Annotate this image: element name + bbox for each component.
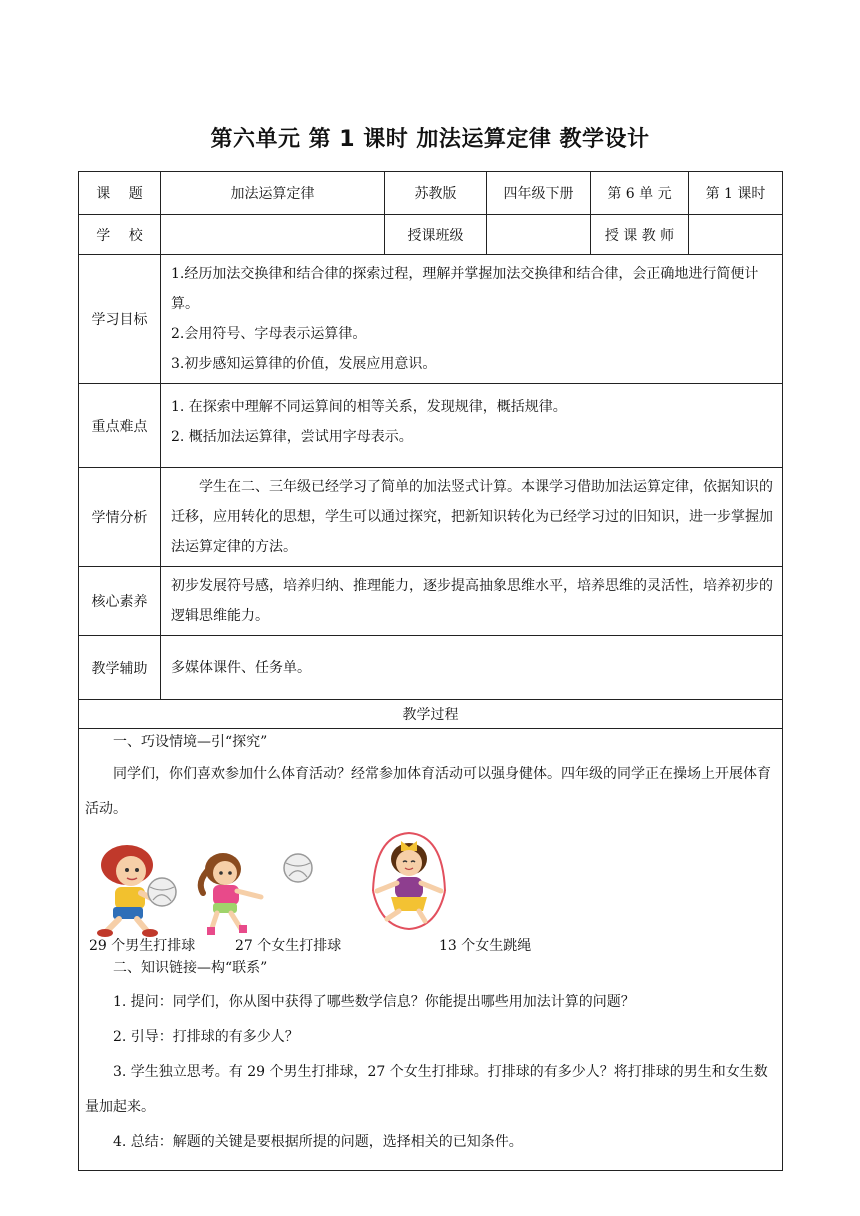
aids-text: 多媒体课件、任务单。 (171, 659, 311, 676)
label-class: 授课班级 (385, 215, 487, 255)
label-subject: 课 题 (79, 172, 161, 215)
caption-girls-jump-rope: 13 个女生跳绳 (439, 938, 532, 954)
process-row (79, 729, 783, 1171)
process-header-row (79, 700, 783, 729)
activity-illustration (85, 841, 778, 955)
lesson-plan-table (78, 171, 783, 1171)
label-school: 学 校 (79, 215, 161, 255)
label-key-points: 重点难点 (79, 384, 161, 468)
literacy-row (79, 567, 783, 636)
analysis-text: 学生在二、三年级已经学习了简单的加法竖式计算。本课学习借助加法运算定律，依据知识的迁移，应用转化的思想，学生可以通过探究，把新知识转化为已经学习过的旧知识，进一步掌握加法运算定律的方法。 (171, 479, 773, 555)
publisher-value: 苏教版 (385, 172, 487, 215)
key-point-item: 2. 概括加法运算律，尝试用字母表示。 (171, 429, 413, 445)
step-item: 1. 提问：同学们，你从图中获得了哪些数学信息？你能提出哪些用加法计算的问题？ (113, 994, 635, 1010)
section1-title: 一、巧设情境—引“探究” (113, 734, 268, 750)
label-literacy: 核心素养 (79, 567, 161, 636)
analysis-row (79, 468, 783, 567)
unit-value: 第 6 单 元 (591, 172, 689, 215)
caption-boys-volleyball: 29 个男生打排球 (89, 938, 196, 954)
objective-item: 1.经历加法交换律和结合律的探索过程，理解并掌握加法交换律和结合律，会正确地进行简便计算。 (171, 266, 759, 312)
volleyball-icon (281, 851, 315, 885)
literacy-text: 初步发展符号感，培养归纳、推理能力，逐步提高抽象思维水平，培养思维的灵活性，培养初步的逻辑思维能力。 (171, 578, 773, 624)
section2-title: 二、知识链接—构“联系” (113, 960, 268, 976)
label-objectives: 学习目标 (79, 255, 161, 384)
process-label: 教学过程 (79, 700, 783, 729)
grade-value: 四年级下册 (487, 172, 591, 215)
step-item: 2. 引导：打排球的有多少人？ (113, 1029, 299, 1045)
literacy-content (161, 567, 783, 636)
section1-text: 同学们，你们喜欢参加什么体育活动？经常参加体育活动可以强身健体。四年级的同学正在操场上开展体育活动。 (85, 766, 771, 817)
girl-volleyball-icon (183, 849, 283, 939)
aids-content (161, 636, 783, 700)
lesson-value: 第 1 课时 (689, 172, 783, 215)
header-row (79, 172, 783, 215)
objectives-content (161, 255, 783, 384)
girl-jump-rope-icon (361, 831, 455, 931)
step-item: 3. 学生独立思考。有 29 个男生打排球，27 个女生打排球。打排球的有多少人？将打排球的男生和女生数量加起来。 (85, 1064, 768, 1115)
objective-item: 2.会用符号、字母表示运算律。 (171, 326, 367, 342)
step-item: 4. 总结：解题的关键是要根据所提的问题，选择相关的已知条件。 (113, 1134, 523, 1150)
caption-girls-volleyball: 27 个女生打排球 (235, 938, 342, 954)
school-row (79, 215, 783, 255)
key-point-item: 1. 在探索中理解不同运算间的相等关系，发现规律，概括规律。 (171, 399, 567, 415)
label-aids: 教学辅助 (79, 636, 161, 700)
teacher-field[interactable] (689, 215, 783, 255)
key-points-content (161, 384, 783, 468)
label-teacher: 授 课 教 师 (591, 215, 689, 255)
volleyball-icon (145, 875, 179, 909)
page-title: 第六单元 第 1 课时 加法运算定律 教学设计 (210, 127, 650, 152)
aids-row (79, 636, 783, 700)
label-analysis: 学情分析 (79, 468, 161, 567)
process-content (79, 729, 783, 1171)
class-field[interactable] (487, 215, 591, 255)
subject-value: 加法运算定律 (161, 172, 385, 215)
analysis-content (161, 468, 783, 567)
key-points-row (79, 384, 783, 468)
school-field[interactable] (161, 215, 385, 255)
objective-item: 3.初步感知运算律的价值，发展应用意识。 (171, 356, 437, 372)
objectives-row (79, 255, 783, 384)
